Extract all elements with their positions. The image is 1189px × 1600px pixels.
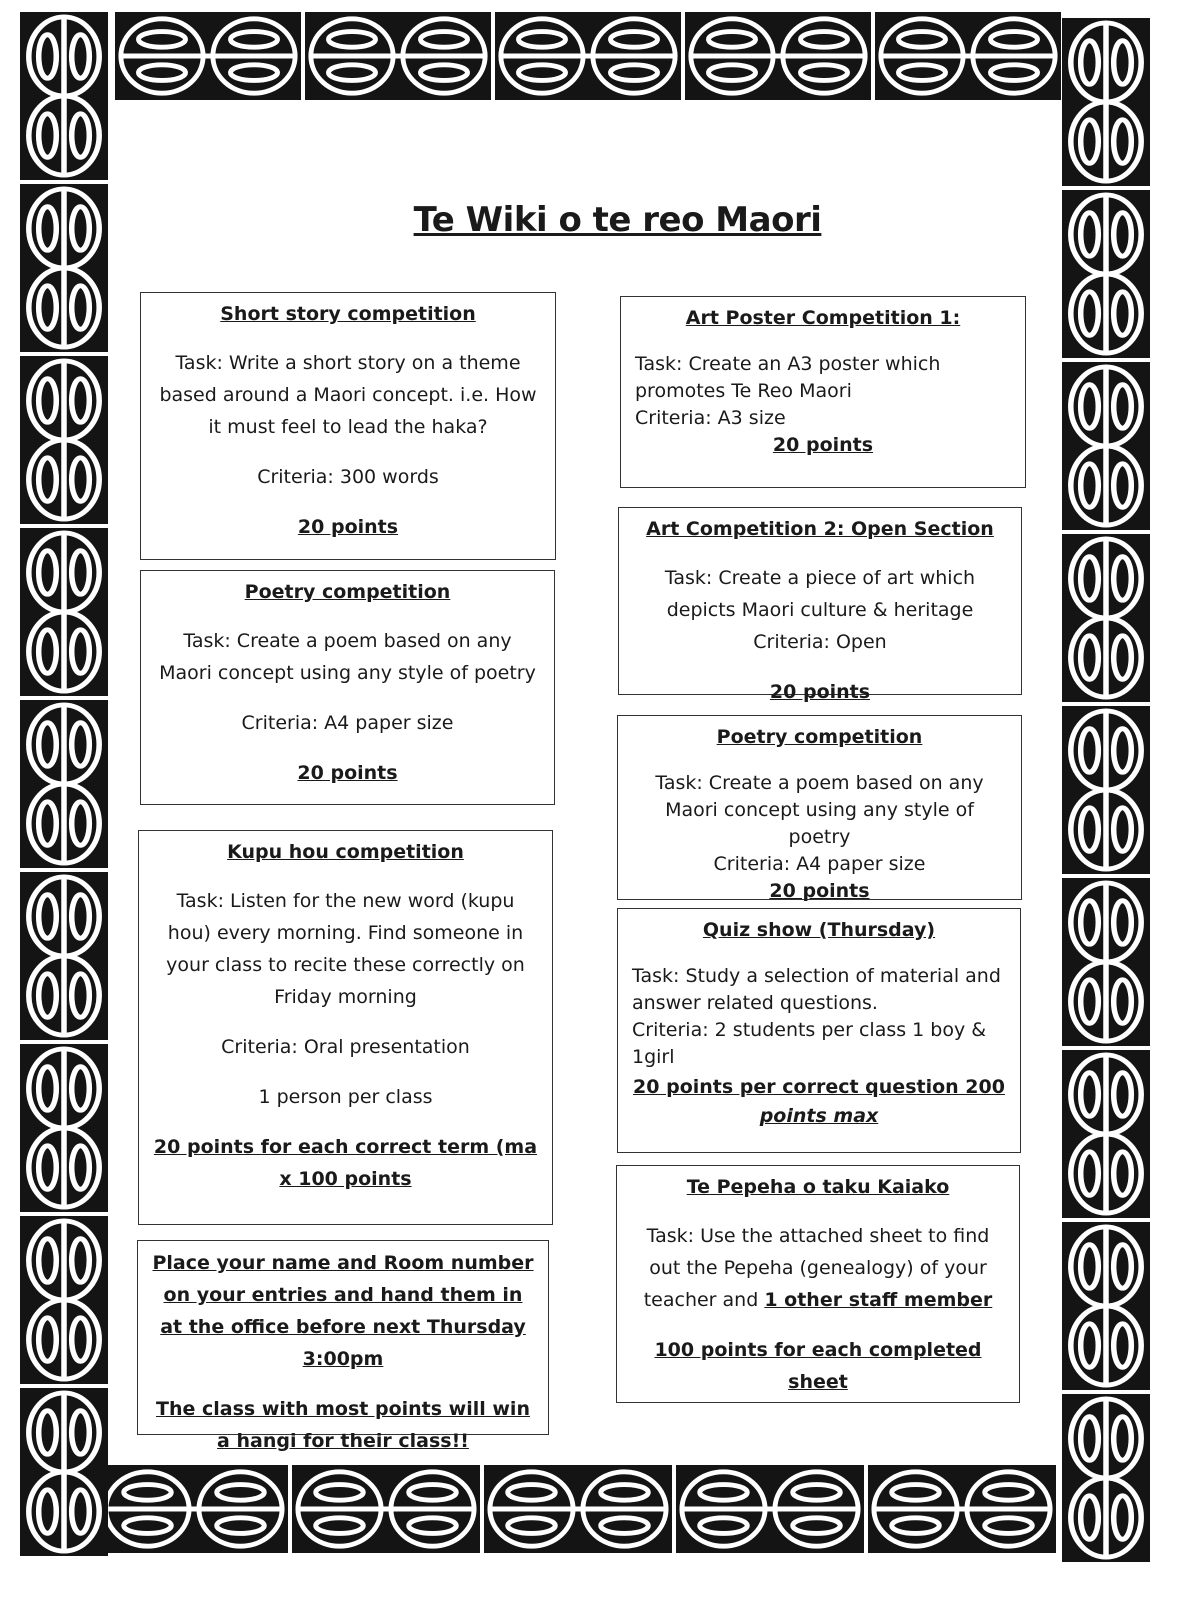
- poetry-competition-box-left: [140, 570, 555, 805]
- criteria-text: Criteria: A4 paper size: [241, 712, 454, 734]
- koru-pattern-tile: [1062, 362, 1150, 530]
- page-title: Te Wiki o te reo Maori: [413, 200, 822, 240]
- points-text: 100 points for each completed sheet: [654, 1339, 982, 1393]
- task-text: [631, 1220, 1005, 1316]
- koru-pattern-tile: [1062, 1394, 1150, 1562]
- koru-pattern-tile: [484, 1465, 672, 1553]
- art-poster-competition-box: [620, 296, 1026, 488]
- short-story-competition-box: [140, 292, 556, 560]
- box-heading: Quiz show (Thursday): [702, 919, 936, 941]
- criteria-text: Criteria: 300 words: [257, 466, 439, 488]
- koru-pattern-tile: [1062, 1222, 1150, 1390]
- art-competition-open-box: [618, 507, 1022, 703]
- points-text: 20 points for each correct term (ma x 100 points: [153, 1136, 538, 1190]
- points-text: 20 points: [769, 880, 870, 902]
- submission-instructions: Place your name and Room number on your entries and hand them in at the office before next Thursday 3:00pm: [152, 1252, 534, 1370]
- criteria-text: Criteria: Oral presentation: [221, 1036, 470, 1058]
- box-heading: Art Poster Competition 1:: [685, 307, 961, 329]
- kupu-hou-competition-box: [138, 830, 553, 1225]
- koru-pattern-tile: [1062, 1050, 1150, 1218]
- koru-pattern-tile: [292, 1465, 480, 1553]
- task-text: Task: Write a short story on a theme based around a Maori concept. i.e. How it must feel to lead the haka?: [159, 352, 537, 438]
- points-max-text: points max: [759, 1105, 879, 1127]
- koru-pattern-tile: [20, 1388, 108, 1556]
- koru-pattern-tile: [20, 356, 108, 524]
- koru-pattern-tile: [676, 1465, 864, 1553]
- box-heading: Short story competition: [220, 303, 476, 325]
- koru-pattern-tile: [20, 1044, 108, 1212]
- koru-pattern-tile: [1062, 706, 1150, 874]
- poetry-competition-box-right: [617, 715, 1022, 900]
- box-heading: Te Pepeha o taku Kaiako: [686, 1176, 950, 1198]
- box-heading: Kupu hou competition: [227, 841, 464, 863]
- submission-notice-box: [137, 1240, 549, 1452]
- koru-pattern-tile: [305, 12, 491, 100]
- criteria-text: Criteria: 2 students per class 1 boy & 1girl: [632, 1019, 987, 1068]
- koru-pattern-tile: [1062, 534, 1150, 702]
- koru-pattern-tile: [868, 1465, 1056, 1553]
- extra-text: 1 person per class: [258, 1086, 433, 1108]
- points-text: 20 points: [297, 762, 398, 784]
- te-pepeha-box: [616, 1165, 1020, 1403]
- koru-pattern-tile: [685, 12, 871, 100]
- koru-pattern-tile: [1062, 878, 1150, 1046]
- quiz-show-box: [617, 908, 1021, 1153]
- koru-pattern-tile: [20, 700, 108, 868]
- task-text-emphasis: 1 other staff member: [764, 1289, 993, 1311]
- koru-pattern-tile: [495, 12, 681, 100]
- box-heading: Art Competition 2: Open Section: [646, 518, 994, 540]
- box-heading: Poetry competition: [244, 581, 451, 603]
- box-heading: Poetry competition: [716, 726, 923, 748]
- koru-pattern-tile: [1062, 18, 1150, 186]
- koru-pattern-tile: [20, 528, 108, 696]
- task-text: Task: Create an A3 poster which promotes Te Reo Maori: [635, 353, 941, 402]
- koru-pattern-tile: [875, 12, 1061, 100]
- task-text: Task: Create a piece of art which depicts Maori culture & heritage Criteria: Open: [664, 567, 976, 653]
- points-text: 20 points: [772, 434, 874, 456]
- task-text: Task: Study a selection of material and answer related questions.: [632, 965, 1001, 1014]
- points-text: 20 points: [769, 681, 871, 703]
- task-text: Task: Create a poem based on any Maori concept using any style of poetry: [159, 630, 536, 684]
- koru-pattern-tile: [20, 872, 108, 1040]
- criteria-text: Criteria: A3 size: [635, 407, 786, 429]
- koru-pattern-tile: [20, 1216, 108, 1384]
- koru-pattern-tile: [100, 1465, 288, 1553]
- task-text: Task: Create a poem based on any Maori concept using any style of poetry: [655, 772, 984, 848]
- task-text: Task: Listen for the new word (kupu hou) every morning. Find someone in your class to recite these correctly on Friday morning: [166, 890, 525, 1008]
- points-text: 20 points: [297, 516, 399, 538]
- task-text-prefix: Task: Use the attached sheet to find out the Pepeha (genealogy) of your teacher and: [643, 1225, 990, 1311]
- koru-pattern-tile: [115, 12, 301, 100]
- criteria-text: Criteria: A4 paper size: [713, 853, 926, 875]
- prize-notice: The class with most points will win a hangi for their class!!: [156, 1398, 530, 1452]
- points-text: 20 points per correct question 200: [633, 1076, 1005, 1098]
- koru-pattern-tile: [20, 12, 108, 180]
